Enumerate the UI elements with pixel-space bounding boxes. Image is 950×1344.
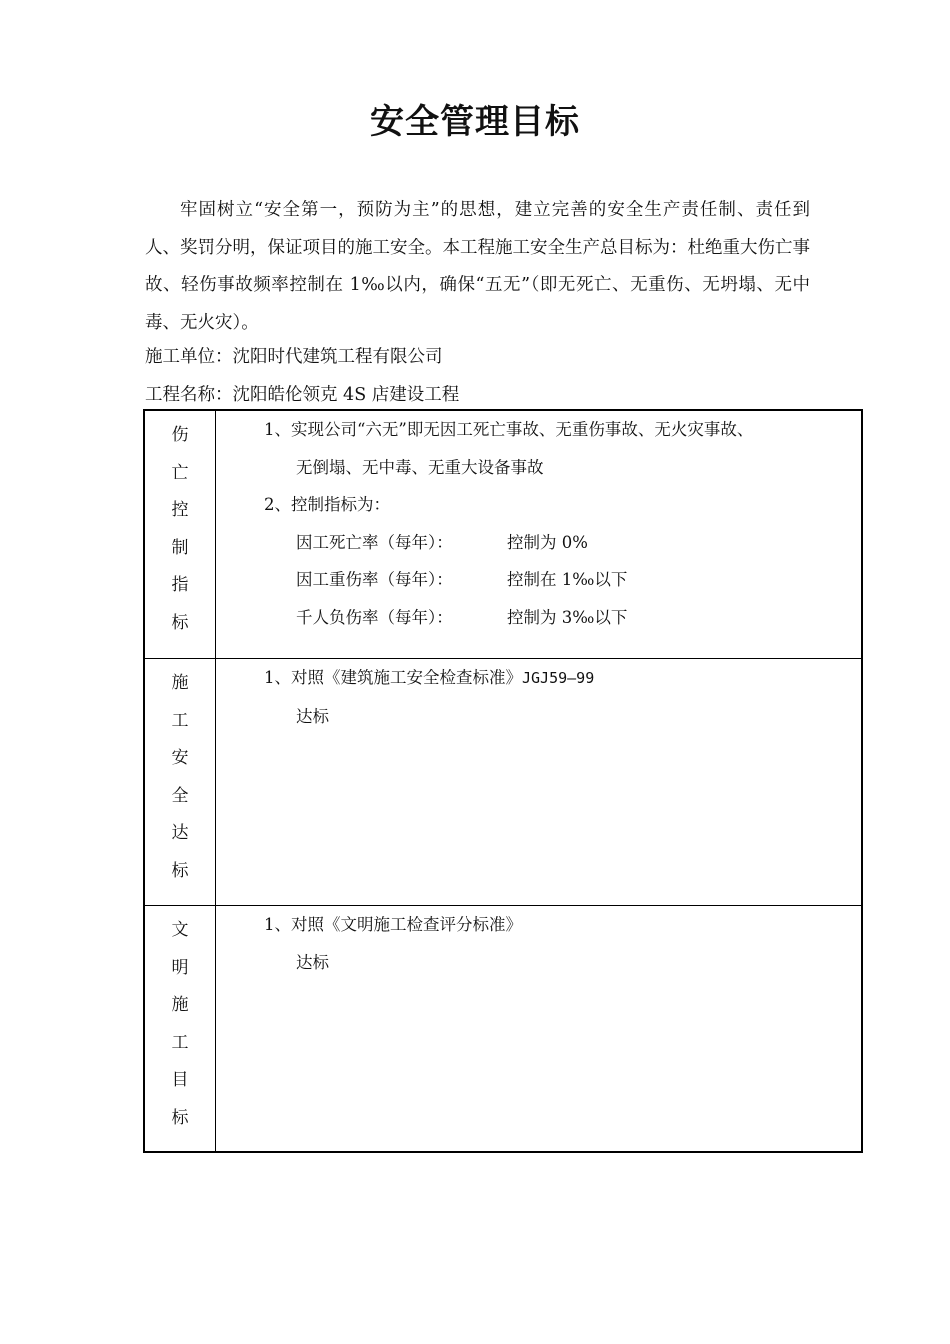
civilized-line-1: 1、对照《文明施工检查评分标准》: [264, 915, 522, 934]
metric-row: [264, 524, 851, 562]
project-name: 工程名称：沈阳皓伦领克 4S 店建设工程: [145, 385, 460, 405]
metric-name: 千人负伤率（每年）：: [296, 607, 453, 627]
metric-name: 因工死亡率（每年）：: [296, 532, 453, 552]
metric-value: 控制在 1‰以下: [507, 570, 628, 589]
metric-name: 因工重伤率（每年）：: [296, 570, 453, 589]
page-title: 安全管理目标: [370, 102, 580, 142]
table-row-injury-control: [144, 410, 862, 659]
row-label-injury-control: [144, 410, 216, 659]
metric-value: 控制为 0%: [507, 532, 588, 552]
construction-unit: 施工单位：沈阳时代建筑工程有限公司: [145, 347, 443, 367]
item-1-line-2: 无倒塌、无中毒、无重大设备事故: [296, 457, 544, 477]
label-char: 亡: [171, 462, 189, 483]
label-char: 伤: [171, 425, 189, 445]
standard-line-2: 达标: [296, 706, 329, 726]
label-char: 文: [171, 920, 189, 940]
label-char: 工: [171, 1032, 189, 1053]
safety-goal-table: [143, 409, 863, 1153]
label-char: 明: [171, 957, 189, 978]
table-row-safety-standard: [144, 659, 862, 906]
row-content-civilized-construction: [216, 906, 863, 1153]
item-2: 2、控制指标为：: [264, 495, 390, 514]
civilized-line-2: 达标: [296, 952, 329, 972]
label-char: 标: [171, 1107, 189, 1128]
label-char: 指: [171, 575, 189, 595]
row-content-injury-control: [216, 410, 863, 659]
row-label-safety-standard: [144, 659, 216, 906]
row-content-safety-standard: [216, 659, 863, 906]
item-1-line-1: 1、实现公司“六无”即无因工死亡事故、无重伤事故、无火灾事故、: [264, 420, 754, 439]
label-char: 达: [171, 823, 189, 843]
metric-row: [264, 599, 851, 637]
metric-value: 控制为 3‰以下: [507, 607, 628, 627]
label-char: 施: [171, 995, 189, 1015]
label-char: 标: [171, 860, 189, 881]
label-char: 控: [171, 500, 189, 520]
label-char: 施: [171, 673, 189, 693]
intro-paragraph: 牢固树立“安全第一，预防为主”的思想，建立完善的安全生产责任制、责任到人、奖罚分明，保证项目的施工安全。本工程施工安全生产总目标为：杜绝重大伤亡事故、轻伤事故频率控制在 1‰以内，确保“五无”（即无死亡、无重伤、无坍塌、无中毒、无火灾）。: [145, 200, 810, 333]
label-char: 制: [171, 537, 189, 558]
metric-row: [264, 561, 851, 599]
standard-line-1: [264, 659, 851, 698]
label-char: 目: [171, 1070, 189, 1090]
table-row-civilized-construction: [144, 906, 862, 1153]
standard-name: 1、对照《建筑施工安全检查标准》: [264, 668, 522, 687]
label-char: 工: [171, 710, 189, 731]
label-char: 标: [171, 612, 189, 633]
row-label-civilized-construction: [144, 906, 216, 1153]
label-char: 安: [171, 748, 189, 768]
standard-code: JGJ59—99: [522, 669, 595, 687]
label-char: 全: [171, 785, 189, 806]
